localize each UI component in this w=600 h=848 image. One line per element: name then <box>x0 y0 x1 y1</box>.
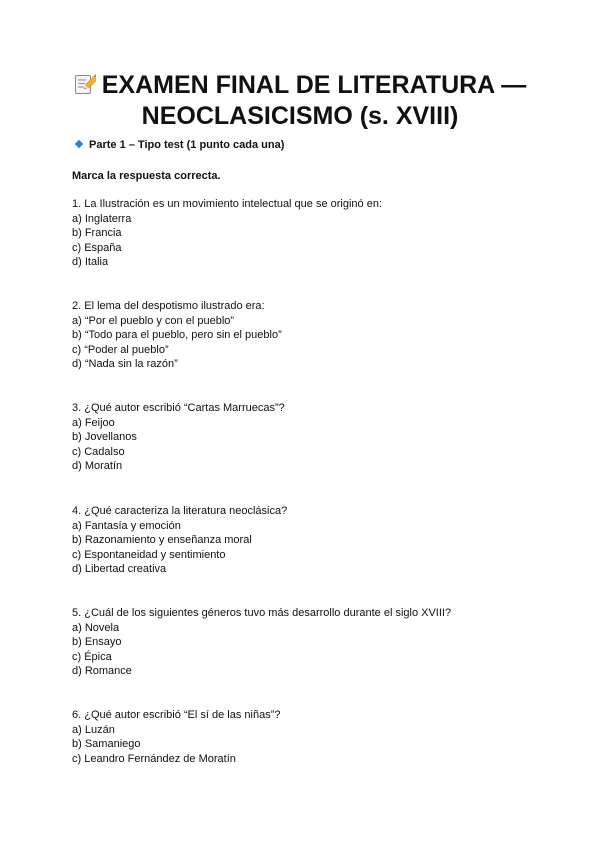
question-4 <box>72 504 287 577</box>
question-4-option-b: b) Razonamiento y enseñanza moral <box>72 534 252 547</box>
question-2 <box>72 299 282 372</box>
question-5-option-b: b) Ensayo <box>72 636 122 649</box>
question-4-option-c: c) Espontaneidad y sentimiento <box>72 548 226 561</box>
question-2-option-c: c) “Poder al pueblo” <box>72 343 169 356</box>
question-2-text: 2. El lema del despotismo ilustrado era: <box>72 300 265 312</box>
question-4-option-a: a) Fantasía y emoción <box>72 519 181 532</box>
question-3-option-c: c) Cadalso <box>72 445 125 458</box>
question-2-option-b: b) “Todo para el pueblo, pero sin el pueblo” <box>72 329 282 342</box>
question-1-text: 1. La Ilustración es un movimiento intelectual que se originó en: <box>72 198 383 210</box>
section-heading-label: Parte 1 – Tipo test (1 punto cada una) <box>89 139 285 151</box>
section-heading <box>76 138 284 152</box>
question-6-option-c: c) Leandro Fernández de Moratín <box>72 752 236 765</box>
question-5-text: 5. ¿Cuál de los siguientes géneros tuvo más desarrollo durante el siglo XVIII? <box>72 607 452 619</box>
question-3-option-b: b) Jovellanos <box>72 431 137 444</box>
question-5 <box>72 606 451 679</box>
question-6-text: 6. ¿Qué autor escribió “El sí de las niñas”? <box>72 709 281 721</box>
question-5-option-c: c) Épica <box>72 650 112 663</box>
title-line-1 <box>74 71 527 99</box>
page-title <box>60 70 540 132</box>
memo-pencil-icon <box>74 73 96 95</box>
question-2-option-d: d) “Nada sin la razón” <box>72 358 178 371</box>
question-5-option-a: a) Novela <box>72 621 120 634</box>
question-3 <box>72 401 285 474</box>
question-6 <box>72 708 280 766</box>
question-6-option-a: a) Luzán <box>72 723 115 736</box>
question-1-option-a: a) Inglaterra <box>72 212 132 225</box>
question-3-text: 3. ¿Qué autor escribió “Cartas Marruecas”? <box>72 402 285 414</box>
question-2-option-a: a) “Por el pueblo y con el pueblo” <box>72 314 235 327</box>
question-6-option-b: b) Samaniego <box>72 738 141 751</box>
title-line-1-text: EXAMEN FINAL DE LITERATURA — <box>101 71 527 99</box>
question-5-option-d: d) Romance <box>72 665 132 678</box>
instruction-text: Marca la respuesta correcta. <box>72 170 221 182</box>
question-1-option-d: d) Italia <box>72 256 109 269</box>
question-4-option-d: d) Libertad creativa <box>72 563 167 576</box>
small-blue-diamond-icon <box>75 140 83 148</box>
question-4-text: 4. ¿Qué caracteriza la literatura neoclásica? <box>72 505 288 517</box>
question-3-option-d: d) Moratín <box>72 460 123 473</box>
question-3-option-a: a) Feijoo <box>72 416 115 429</box>
question-1-option-b: b) Francia <box>72 227 122 240</box>
question-1-option-c: c) España <box>72 241 122 254</box>
question-1 <box>72 197 382 270</box>
title-line-2: NEOCLASICISMO (s. XVIII) <box>141 102 459 130</box>
